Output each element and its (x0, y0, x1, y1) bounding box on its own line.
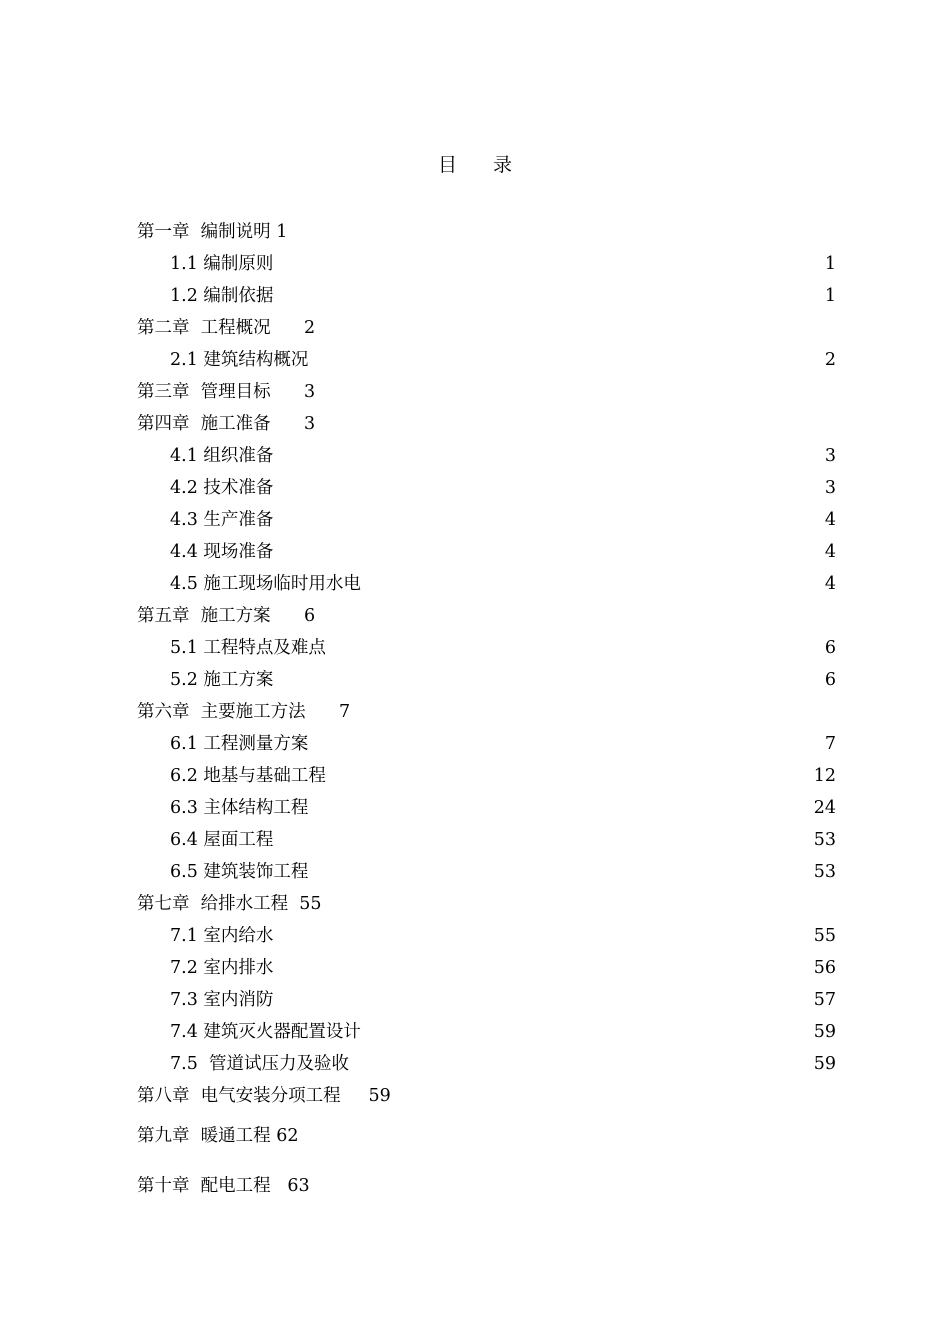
toc-page-number: 53 (813, 862, 836, 882)
toc-section[interactable]: 6.1 工程测量方案 (170, 734, 309, 754)
toc-page-number: 59 (813, 1022, 836, 1042)
toc-section[interactable]: 5.1 工程特点及难点 (170, 638, 326, 658)
toc-page-number: 1 (824, 254, 836, 274)
toc-section[interactable]: 6.5 建筑装饰工程 (170, 862, 309, 882)
toc-chapter[interactable]: 第八章 电气安装分项工程 59 (137, 1086, 391, 1106)
toc-page-number: 53 (813, 830, 836, 850)
toc-section[interactable]: 7.3 室内消防 (170, 990, 274, 1010)
toc-section[interactable]: 7.5 管道试压力及验收 (170, 1054, 349, 1074)
toc-page-number: 3 (824, 446, 836, 466)
toc-title (0, 150, 950, 177)
toc-section[interactable]: 7.2 室内排水 (170, 958, 274, 978)
toc-section[interactable]: 4.1 组织准备 (170, 446, 274, 466)
toc-chapter[interactable]: 第四章 施工准备 3 (137, 414, 316, 434)
toc-page-number: 3 (824, 478, 836, 498)
toc-chapter[interactable]: 第九章 暖通工程 62 (137, 1126, 299, 1146)
toc-section[interactable]: 7.1 室内给水 (170, 926, 274, 946)
toc-page-number: 12 (813, 766, 836, 786)
toc-section[interactable]: 4.5 施工现场临时用水电 (170, 574, 361, 594)
toc-page-number: 1 (824, 286, 836, 306)
toc-chapter[interactable]: 第三章 管理目标 3 (137, 382, 316, 402)
toc-page-number: 4 (824, 542, 836, 562)
toc-section[interactable]: 6.3 主体结构工程 (170, 798, 309, 818)
toc-section[interactable]: 6.2 地基与基础工程 (170, 766, 326, 786)
toc-page-number: 24 (813, 798, 836, 818)
toc-chapter[interactable]: 第十章 配电工程 63 (137, 1176, 310, 1196)
toc-page-number: 59 (813, 1054, 836, 1074)
toc-page-number: 4 (824, 510, 836, 530)
toc-chapter[interactable]: 第七章 给排水工程 55 (137, 894, 322, 914)
toc-title-char-2: 录 (493, 154, 513, 176)
toc-page-number: 6 (824, 638, 836, 658)
toc-page-number: 2 (824, 350, 836, 370)
toc-title-char-1: 目 (437, 154, 457, 176)
toc-section[interactable]: 4.2 技术准备 (170, 478, 274, 498)
toc-chapter[interactable]: 第六章 主要施工方法 7 (137, 702, 351, 722)
toc-section[interactable]: 7.4 建筑灭火器配置设计 (170, 1022, 361, 1042)
toc-page-number: 7 (824, 734, 836, 754)
toc-section[interactable]: 4.4 现场准备 (170, 542, 274, 562)
toc-section[interactable]: 4.3 生产准备 (170, 510, 274, 530)
toc-page-number: 57 (813, 990, 836, 1010)
toc-section[interactable]: 6.4 屋面工程 (170, 830, 274, 850)
toc-page-number: 6 (824, 670, 836, 690)
toc-chapter[interactable]: 第五章 施工方案 6 (137, 606, 316, 626)
toc-page-number: 56 (813, 958, 836, 978)
toc-page-number: 4 (824, 574, 836, 594)
toc-page-number: 55 (813, 926, 836, 946)
toc-section[interactable]: 1.1 编制原则 (170, 254, 274, 274)
toc-chapter[interactable]: 第二章 工程概况 2 (137, 318, 316, 338)
toc-chapter[interactable]: 第一章 编制说明 1 (137, 222, 288, 242)
toc-section[interactable]: 2.1 建筑结构概况 (170, 350, 309, 370)
toc-section[interactable]: 1.2 编制依据 (170, 286, 274, 306)
toc-section[interactable]: 5.2 施工方案 (170, 670, 274, 690)
